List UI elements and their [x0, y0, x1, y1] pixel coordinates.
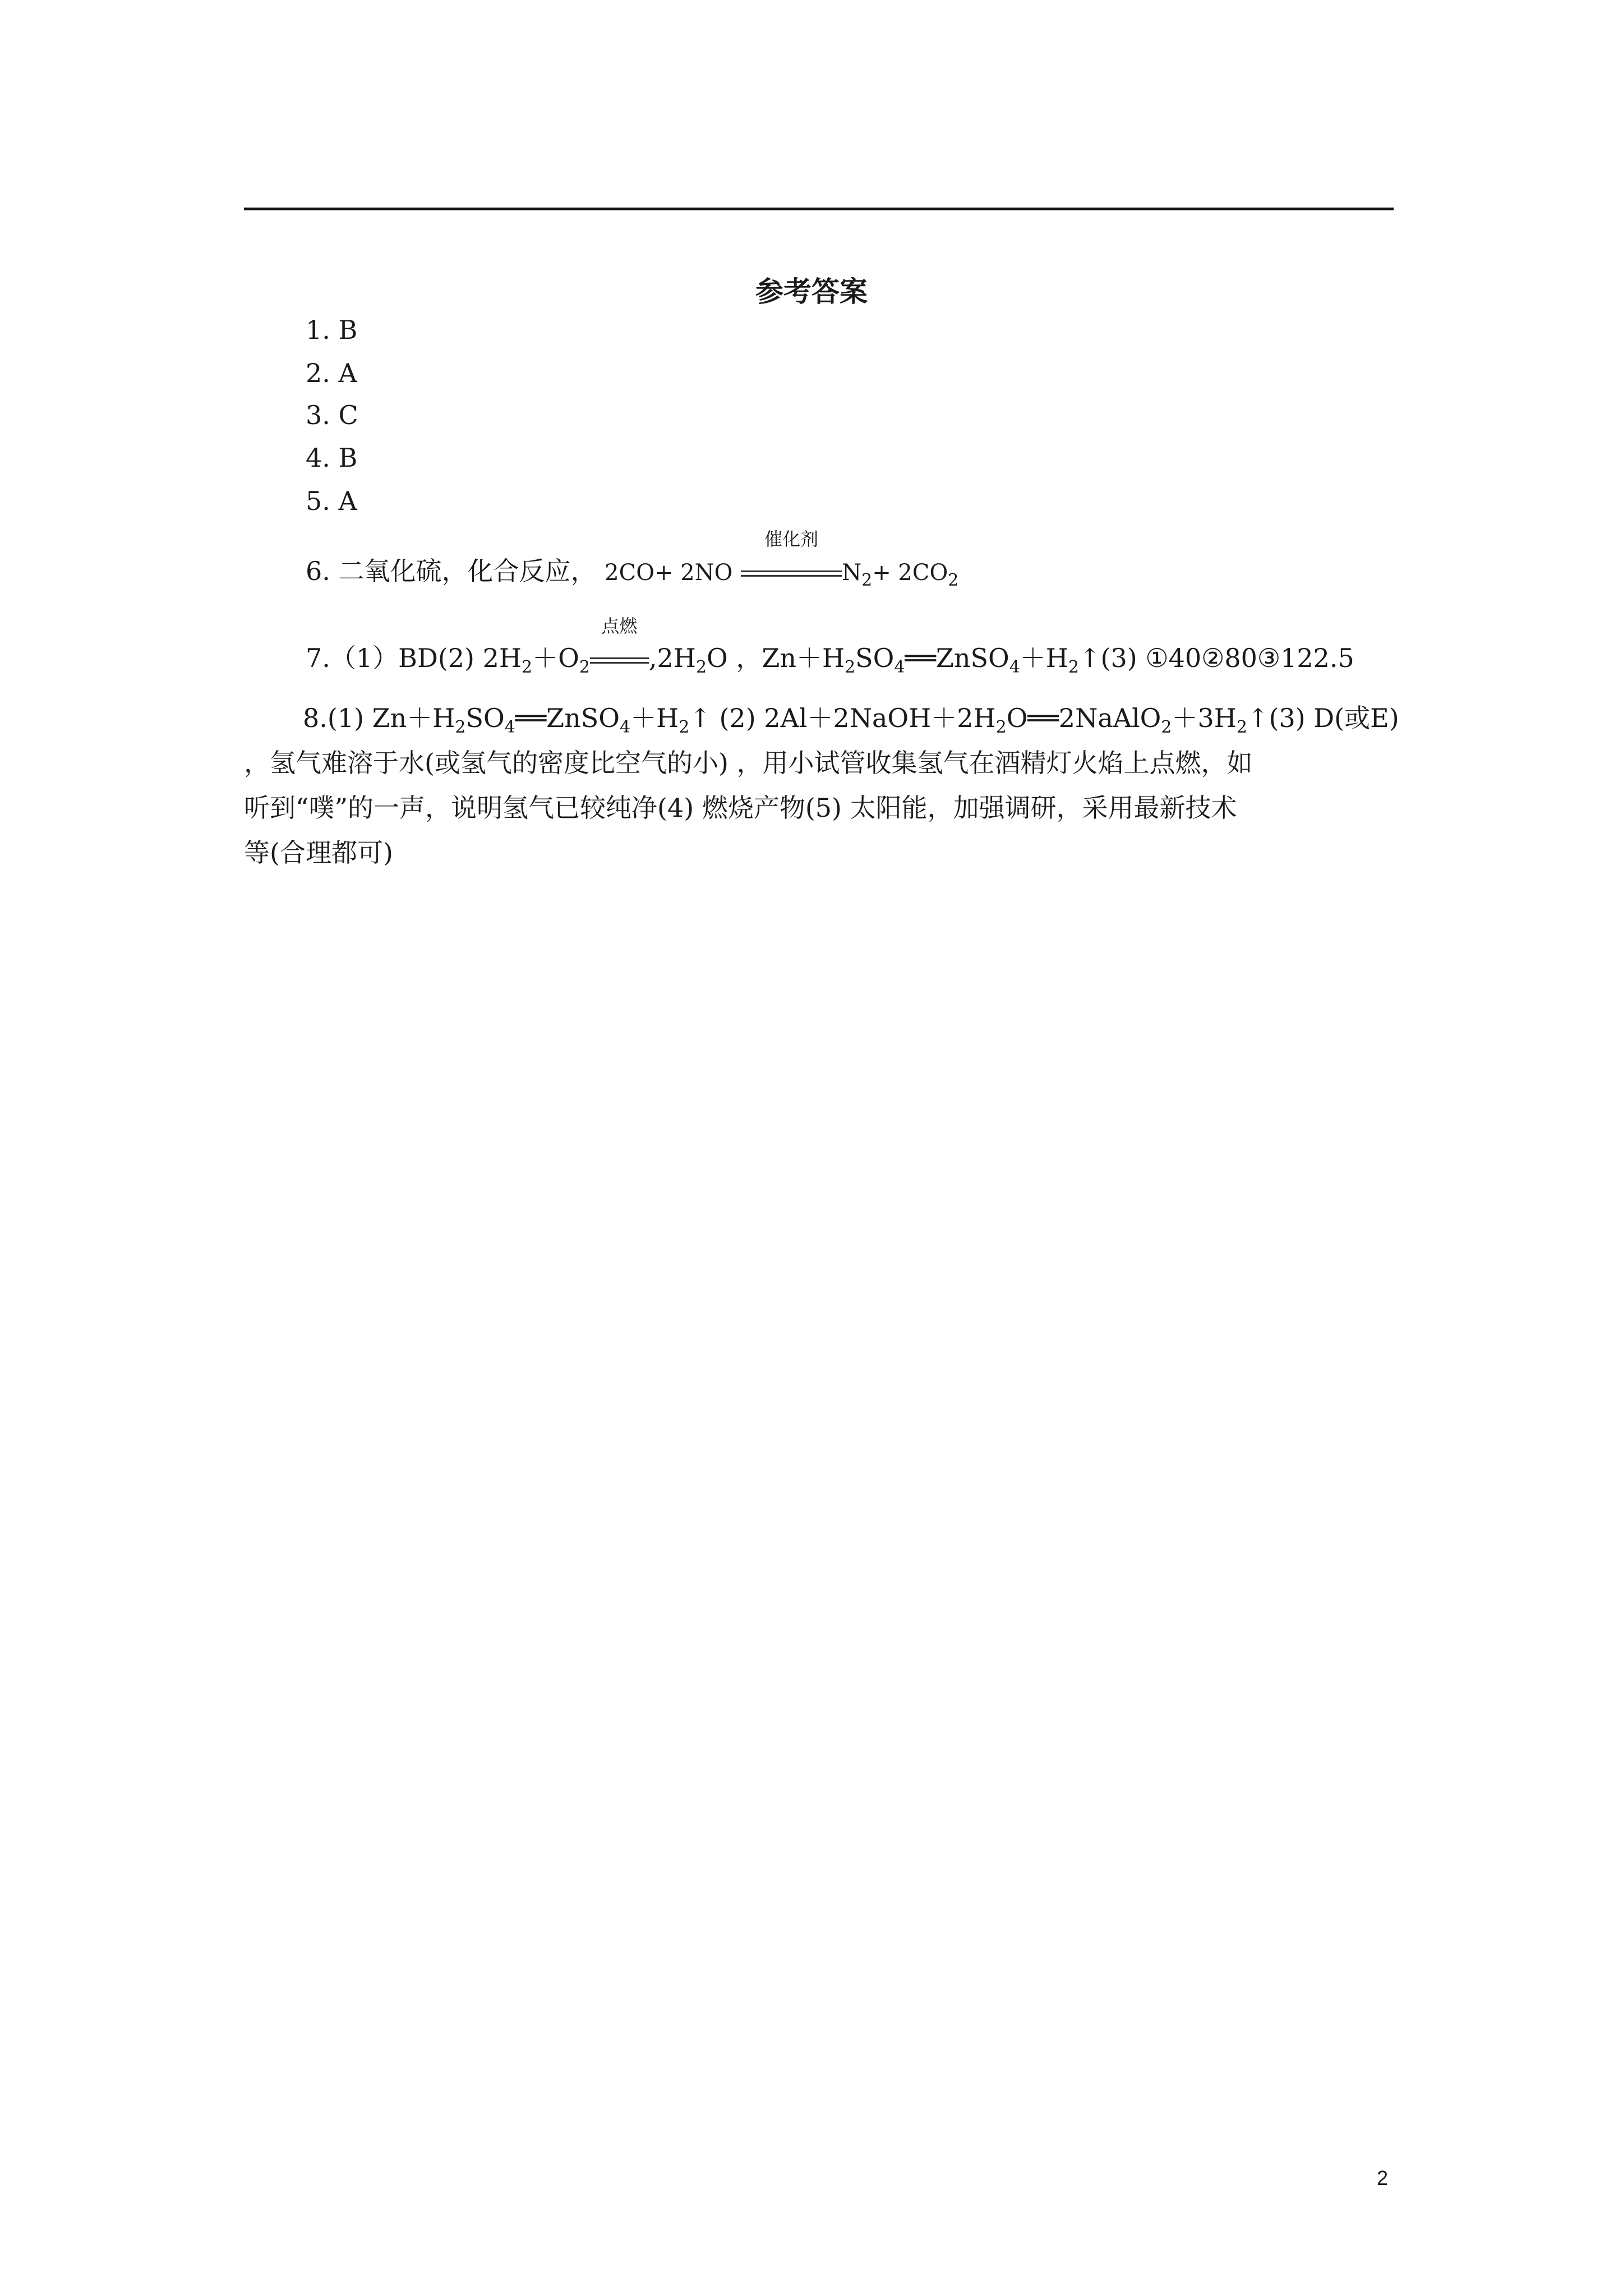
answer-6-eq-left: 2CO+ 2NO: [605, 560, 733, 586]
catalyst-label: 催化剂: [764, 528, 819, 550]
equals-sign: [741, 570, 842, 577]
equals-sign: [590, 657, 649, 664]
answer-6: 6. 二氧化硫，化合反应， 2CO+ 2NO 催化剂 $N_2+ 2CO_2$: [306, 528, 959, 590]
answer-1: 1. B: [306, 315, 358, 345]
answer-8-line-1: 8.(1) $Zn+H_2SO_4══ZnSO_4+H_2↑$ (2) $2Al+2NaOH+2H_2O══2NaAlO_2+3H_2↑(3)$ D(或E): [303, 703, 1399, 737]
answer-8-line-4: 等(合理都可): [244, 838, 393, 868]
answer-7: 7.（1）BD(2) $2H_2+O_2$ 点燃 $,2H_2O$ ，$Zn+H_2SO_4══ZnSO_4+H_2↑(3)$ ①40②80③122.5: [306, 615, 1354, 677]
answer-8: [244, 696, 1399, 875]
answer-2: 2. A: [306, 358, 357, 388]
header-rule: [244, 208, 1394, 210]
answer-8-line-3: 听到“噗”的一声，说明氢气已较纯净(4) 燃烧产物(5) 太阳能，加强调研，采用最新技术: [244, 793, 1237, 823]
ignition-label: 点燃: [601, 615, 638, 637]
answer-4: 4. B: [306, 443, 358, 473]
catalyst-condition: [741, 528, 842, 584]
answer-8-line-2: ，氢气难溶于水(或氢气的密度比空气的小) ，用小试管收集氢气在酒精灯火焰上点燃，如: [244, 748, 1253, 778]
page-number: 2: [1377, 2166, 1389, 2189]
answer-3: 3. C: [306, 400, 358, 430]
answer-6-text: 6. 二氧化硫，化合反应，: [306, 556, 597, 586]
page-title: 参考答案: [755, 275, 868, 308]
answer-6-eq-right: + 2CO: [872, 560, 948, 586]
answer-6-n: N: [842, 560, 862, 586]
ignition-condition: [590, 615, 649, 671]
answer-5: 5. A: [306, 486, 357, 516]
